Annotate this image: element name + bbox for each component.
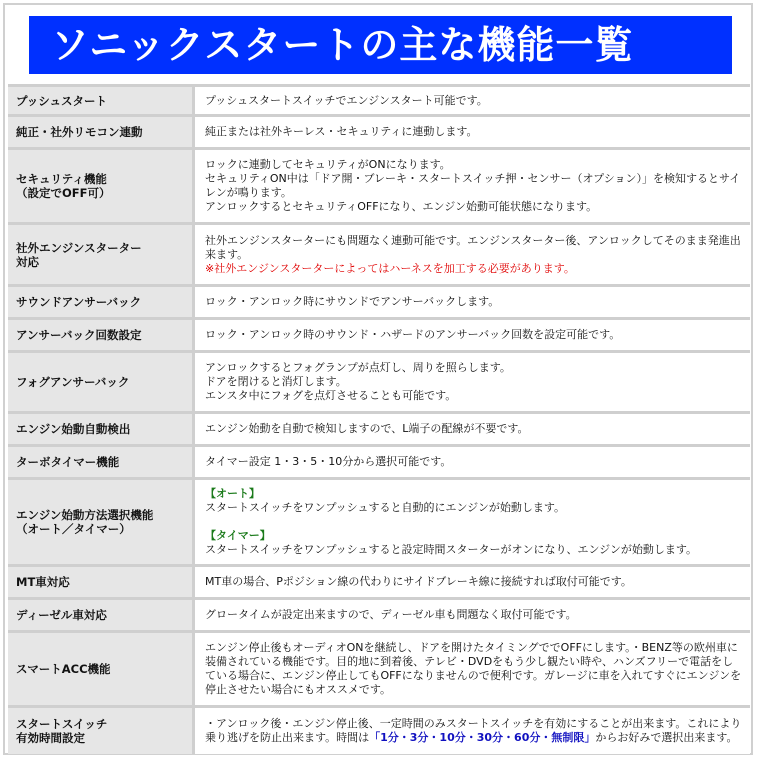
feature-name [8, 284, 195, 317]
description-line [205, 717, 742, 745]
table-row [8, 597, 750, 630]
description-text: アンロックするとセキュリティOFFになり、エンジン始動可能状態になります。 [205, 200, 598, 213]
description-text: グロータイムが設定出来ますので、ディーゼル車も問題なく取付可能です。 [205, 608, 577, 621]
description-line [205, 422, 742, 436]
description-text: ・アンロック後・エンジン停止後、一定時間のみスタートスイッチを有効にすることが出来ます。これにより乗り逃げを防止出来ます。時間は [205, 717, 742, 744]
highlight-text-blue: 「1分・3分・10分・30分・60分・無制限」 [369, 731, 596, 744]
feature-name-line: フォグアンサーバック [16, 375, 130, 389]
description-text: ロックに連動してセキュリティがONになります。 [205, 158, 451, 171]
description-line [205, 200, 742, 214]
highlight-text-green: 【タイマー】 [205, 529, 271, 542]
table-row [8, 564, 750, 597]
feature-description [195, 411, 750, 444]
description-text: スタートスイッチをワンプッシュすると設定時間スターターがオンになり、エンジンが始動します。 [205, 543, 698, 556]
feature-name [8, 411, 195, 444]
description-line [205, 172, 742, 200]
feature-name [8, 114, 195, 147]
feature-name-line: サウンドアンサーバック [16, 295, 142, 309]
feature-description [195, 705, 750, 754]
feature-name-line: ターボタイマー機能 [16, 455, 120, 469]
table-row [8, 477, 750, 564]
table-row [8, 114, 750, 147]
description-line [205, 455, 742, 469]
description-text: 純正または社外キーレス・セキュリティに連動します。 [205, 125, 478, 138]
feature-description [195, 564, 750, 597]
feature-name-line: エンジン始動方法選択機能 [16, 508, 154, 522]
table-row [8, 705, 750, 754]
description-line [205, 125, 742, 139]
description-line [205, 389, 742, 403]
feature-name-line: MT車対応 [16, 575, 70, 589]
description-text: MT車の場合、Pポジション線の代わりにサイドブレーキ線に接続すれば取付可能です。 [205, 575, 632, 588]
description-text: プッシュスタートスイッチでエンジンスタート可能です。 [205, 93, 488, 107]
highlight-text-red: ※社外エンジンスターターによってはハーネスを加工する必要があります。 [205, 261, 575, 275]
feature-description [195, 630, 750, 705]
table-row [8, 222, 750, 284]
table-row [8, 630, 750, 705]
feature-name [8, 350, 195, 411]
description-line [205, 501, 742, 515]
feature-name [8, 222, 195, 284]
feature-name [8, 705, 195, 754]
description-line [205, 575, 742, 589]
feature-name-line: 社外エンジンスターター [16, 240, 142, 255]
description-text: ドアを閉けると消灯します。 [205, 375, 347, 388]
feature-name-line: （オート／タイマー） [16, 522, 131, 536]
description-text: からお好みで選択出来ます。 [595, 731, 738, 744]
description-line [205, 608, 742, 622]
feature-name-line: セキュリティ機能 [16, 172, 107, 186]
feature-description [195, 597, 750, 630]
feature-description [195, 114, 750, 147]
table-row [8, 411, 750, 444]
feature-name-line: スマートACC機能 [16, 662, 111, 676]
description-line [205, 375, 742, 389]
feature-description [195, 147, 750, 222]
table-row [8, 350, 750, 411]
description-line [205, 487, 742, 501]
description-line [205, 295, 742, 309]
description-line [205, 361, 742, 375]
feature-name [8, 444, 195, 477]
table-row [8, 284, 750, 317]
description-text: アンロックするとフォグランプが点灯し、周りを照らします。 [205, 361, 511, 374]
page-title: ソニックスタートの主な機能一覧 [29, 16, 732, 74]
feature-name-line: アンサーバック回数設定 [16, 328, 142, 342]
feature-description [195, 222, 750, 284]
feature-name-line: スタートスイッチ [16, 717, 108, 731]
description-line [205, 641, 742, 697]
feature-table [8, 84, 750, 754]
feature-name-line: ディーゼル車対応 [16, 608, 107, 622]
feature-name [8, 147, 195, 222]
feature-description [195, 317, 750, 350]
feature-name-line: プッシュスタート [16, 93, 107, 108]
feature-description [195, 477, 750, 564]
description-line [205, 94, 742, 108]
description-text: ロック・アンロック時にサウンドでアンサーバックします。 [205, 295, 500, 308]
feature-description [195, 350, 750, 411]
description-line [205, 515, 742, 529]
feature-description [195, 444, 750, 477]
description-text: エンジン停止後もオーディオONを継続し、ドアを開けたタイミングででOFFにします。・BENZ等の欧州車に装備されている機能です。目的地に到着後、テレビ・DVDをもう少し観たい時や、ハンズフリーで電話をしている場合に、エンジン停止してもOFFになりませんので便利です。ガレージに車を入れてすぐにエンジンを停止させたい場合にもオススメです。 [205, 641, 742, 696]
table-row [8, 147, 750, 222]
feature-name [8, 84, 195, 114]
description-line [205, 234, 742, 262]
description-text: 社外エンジンスターターにも問題なく連動可能です。エンジンスターター後、アンロックしてそのまま発進出来ます。 [205, 233, 741, 261]
description-text: エンスタ中にフォグを点灯させることも可能です。 [205, 389, 457, 402]
feature-description [195, 284, 750, 317]
feature-name [8, 564, 195, 597]
highlight-text-green: 【オート】 [205, 487, 260, 500]
table-row [8, 317, 750, 350]
description-line [205, 543, 742, 557]
description-line [205, 262, 742, 276]
table-row [8, 84, 750, 114]
feature-name [8, 597, 195, 630]
feature-name-line: エンジン始動自動検出 [16, 422, 131, 436]
feature-name-line: 有効時間設定 [16, 731, 85, 745]
description-line [205, 529, 742, 543]
description-text: ロック・アンロック時のサウンド・ハザードのアンサーバック回数を設定可能です。 [205, 328, 621, 341]
feature-name-line: 対応 [16, 254, 39, 269]
feature-name [8, 630, 195, 705]
description-line [205, 158, 742, 172]
description-line [205, 328, 742, 342]
description-text: タイマー設定 1・3・5・10分から選択可能です。 [205, 455, 452, 468]
feature-name [8, 477, 195, 564]
feature-name-line: 純正・社外リモコン連動 [16, 125, 143, 139]
description-text: エンジン始動を自動で検知しますので、L端子の配線が不要です。 [205, 422, 529, 435]
feature-description [195, 84, 750, 114]
feature-name-line: （設定でOFF可） [16, 186, 111, 200]
feature-name [8, 317, 195, 350]
table-row [8, 444, 750, 477]
description-text: セキュリティON中は「ドア開・ブレーキ・スタートスイッチ押・センサー（オプション）」を検知するとサイレンが鳴ります。 [205, 172, 741, 199]
description-text: スタートスイッチをワンプッシュすると自動的にエンジンが始動します。 [205, 501, 566, 514]
